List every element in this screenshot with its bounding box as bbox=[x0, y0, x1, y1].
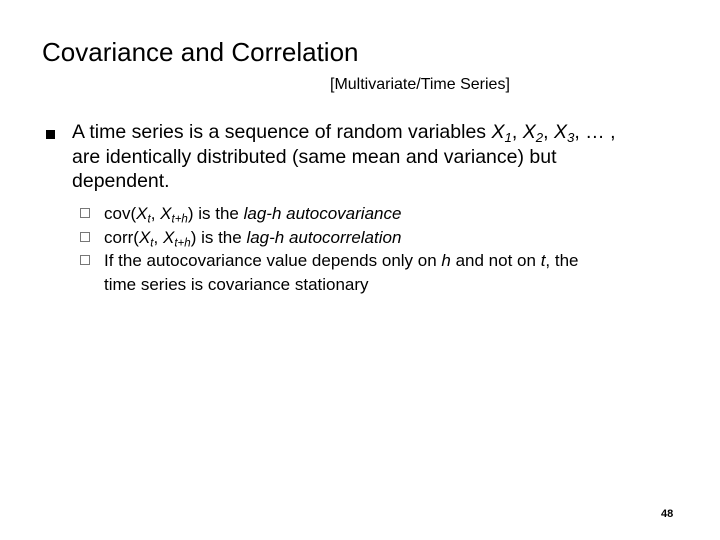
sub-bullet-item-lag-autocovariance bbox=[80, 202, 700, 226]
slide-title: Covariance and Correlation bbox=[42, 37, 359, 67]
text-run: time series is covariance stationary bbox=[104, 274, 369, 294]
main-bullet-text bbox=[72, 120, 702, 194]
sub-2: 2 bbox=[535, 129, 544, 145]
fn-name: corr( bbox=[104, 227, 139, 247]
sub-t: t bbox=[150, 236, 154, 249]
var-h: h bbox=[441, 251, 451, 270]
sub-bullet-list bbox=[80, 202, 700, 296]
separator: , bbox=[543, 121, 554, 143]
checkbox-bullet-icon bbox=[80, 232, 90, 242]
text-run: ) is the bbox=[187, 204, 244, 223]
text-run: If the autocovariance value depends only on bbox=[104, 251, 442, 270]
separator: , bbox=[153, 227, 163, 247]
term-lag-h-autocorrelation: lag-h autocorrelation bbox=[246, 227, 402, 247]
var-x: X bbox=[136, 204, 148, 223]
sub-t-plus-h: t+h bbox=[174, 236, 191, 249]
var-x2: X bbox=[522, 121, 536, 143]
sub-bullet-item-lag-autocorrelation bbox=[80, 226, 700, 250]
slide-subtitle: [Multivariate/Time Series] bbox=[330, 76, 510, 93]
var-x: X bbox=[138, 227, 151, 247]
ellipsis-tail: , … , bbox=[574, 121, 616, 143]
text-run: , the bbox=[545, 251, 579, 270]
page-number: 48 bbox=[661, 508, 674, 520]
checkbox-bullet-icon bbox=[80, 255, 90, 265]
main-bullet-text-run: A time series is a sequence of random variables bbox=[72, 121, 492, 143]
fn-name: cov( bbox=[104, 204, 137, 223]
separator: , bbox=[511, 121, 523, 143]
sub-t: t bbox=[147, 213, 151, 226]
checkbox-bullet-icon bbox=[80, 208, 90, 218]
var-x: X bbox=[162, 227, 175, 247]
main-bullet-line-2: are identically distributed (same mean and variance) but bbox=[72, 145, 557, 168]
sub-t-plus-h: t+h bbox=[171, 213, 188, 226]
main-bullet-line-3: dependent. bbox=[72, 170, 170, 192]
var-t: t bbox=[540, 251, 546, 270]
sub-1: 1 bbox=[504, 129, 512, 145]
text-run: ) is the bbox=[190, 227, 247, 247]
var-x1: X bbox=[491, 121, 505, 143]
separator: , bbox=[150, 204, 161, 223]
main-bullet-line-1 bbox=[72, 120, 702, 145]
text-run: and not on bbox=[450, 251, 541, 270]
var-x3: X bbox=[553, 121, 567, 143]
term-lag-h-autocovariance: lag-h autocovariance bbox=[243, 204, 402, 223]
sub-bullet-item-covariance-stationary bbox=[80, 249, 700, 296]
var-x: X bbox=[160, 204, 172, 223]
sub-3: 3 bbox=[566, 129, 575, 145]
square-bullet-icon bbox=[46, 130, 55, 139]
